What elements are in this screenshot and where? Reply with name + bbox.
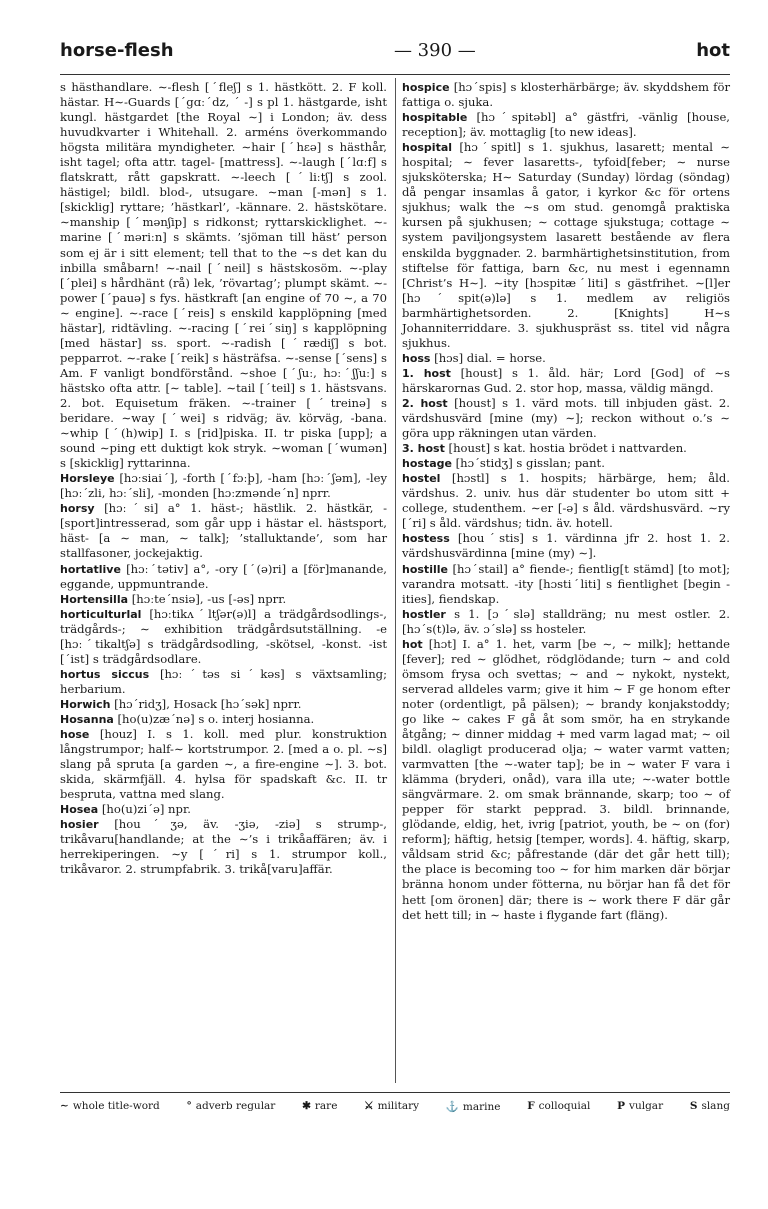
right-column bbox=[402, 80, 730, 923]
dictionary-entry bbox=[402, 80, 730, 110]
dictionary-entry bbox=[60, 592, 387, 607]
dictionary-entry bbox=[402, 456, 730, 471]
legend-item bbox=[364, 1100, 419, 1113]
dictionary-entry bbox=[402, 366, 730, 396]
legend-label: colloquial bbox=[538, 1100, 591, 1112]
dictionary-entry bbox=[402, 637, 730, 923]
entry-headword: hostel bbox=[402, 472, 441, 486]
entry-headword: hosier bbox=[60, 818, 99, 832]
entry-text: [hɔːteˊnsiə], -us [-əs] nprr. bbox=[128, 591, 287, 606]
legend-label: marine bbox=[462, 1101, 501, 1113]
entry-text: [ho(u)ziˊə] npr. bbox=[98, 802, 191, 817]
dictionary-entry bbox=[60, 501, 387, 561]
entry-text: [hɔˊstail] a° fiende-; fientlig[t stämd] [to mot]; varandra motsatt. -ity [hɔstiˊliti] s fientlighet [begin -ities], fiendskap. bbox=[402, 561, 730, 606]
entry-text: [houst] s 1. åld. här; Lord [God] of ∼s härskarornas Gud. 2. stor hop, massa, väldig mängd. bbox=[402, 365, 731, 395]
legend-symbol: ✱ bbox=[302, 1100, 311, 1112]
legend-item bbox=[446, 1100, 501, 1113]
legend-symbol: ∼ bbox=[60, 1100, 69, 1112]
entry-text: [hɔːˊtəs siˊkəs] s växtsamling; herbarium. bbox=[60, 666, 387, 696]
legend-symbol: S bbox=[689, 1100, 698, 1112]
entry-headword: horticulturlal bbox=[60, 607, 142, 621]
entry-headword: 3. host bbox=[402, 442, 445, 456]
legend-item bbox=[617, 1100, 663, 1113]
legend-footer bbox=[60, 1100, 730, 1113]
dictionary-entry bbox=[402, 562, 730, 607]
legend-symbol: P bbox=[617, 1100, 626, 1112]
header-left-word: horse-flesh bbox=[60, 40, 174, 61]
entry-headword: hostille bbox=[402, 562, 448, 576]
dictionary-entry bbox=[402, 140, 730, 351]
entry-text: [hɔˊspitəbl] a° gästfri, -vänlig [house, reception]; äv. mottaglig [to new ideas]. bbox=[402, 110, 730, 140]
dictionary-entry bbox=[402, 471, 730, 531]
entry-text: [houst] s 1. värd mots. till inbjuden gäst. 2. värdshusvärd [mine (my) ∼]; reckon without o.’s ∼ göra upp räkningen utan värden. bbox=[402, 395, 730, 441]
legend-symbol: ° bbox=[186, 1100, 192, 1112]
dictionary-entry bbox=[402, 396, 730, 441]
footer-rule bbox=[60, 1092, 730, 1093]
entry-text: s 1. [ɔˊslə] stalldräng; nu mest ostler. 2. [hɔˊs(t)lə, äv. ɔˊslə] ss hosteler. bbox=[402, 606, 730, 636]
entry-headword: Hosanna bbox=[60, 712, 114, 726]
dictionary-entry bbox=[60, 607, 387, 667]
entry-text: [hɔːtikʌˊltʃər(ə)l] a trädgårdsodlings-, trädgårds-; ∼ exhibition trädgårdsutställning. -e [hɔːˊtikaltʃə] s trädgårdsodling, -skötsel, -konst. -ist [ˊist] s trädgårdsodlare. bbox=[60, 606, 387, 666]
entry-headword: Horsleye bbox=[60, 472, 115, 486]
entry-headword: 1. host bbox=[402, 366, 451, 380]
dictionary-entry bbox=[402, 351, 730, 366]
entry-headword: hostess bbox=[402, 532, 450, 546]
entry-text: [hɔːˊtətiv] a°, -ory [ˊ(ə)ri] a [för]manande, eggande, uppmuntrande. bbox=[60, 561, 387, 591]
entry-text: [hɔt] I. a° 1. het, varm [be ∼, ∼ milk]; hettande [fever]; red ∼ glödhet, rödglödande; turn ∼ and cold ömsom frysa och svettas; ∼ and ∼ nykokt, nystekt, serverad alldeles varm; give it him ∼ F ge honom efter noter (ordentligt, på pälsen); ∼ brandy konjakstoddy; go like ∼ cakes F gå åt som smör, ha en strykande åtgång; ∼ dinner middag + med varm lagad mat; ∼ oil bildl. olagligt producerad olja; ∼ water varmt vatten; varmvatten [the ∼-water tap]; be in ∼ water F vara i klämma (bryderi, onåd), vara illa ute; ∼-water bottle sängvärmare. 2. om smak brännande, skarp; too ∼ of pepper för starkt pepprad. 3. bildl. brinnande, glödande, eldig, het, ivrig [patriot, youth, be ∼ on (for) reform]; häftig, hetsig [temper, words]. 4. häftig, skarp, våldsam strid &c; påfrestande (där det går hett till); the place is becoming too ∼ for him marken där börjar bränna honom under fötterna, nu börjar han få det för hett [om öronen] där; there is ∼ work there F där går det hett till; in ∼ haste i flygande fart (fläng). bbox=[402, 636, 730, 922]
dictionary-entry bbox=[60, 471, 387, 501]
entry-text: [hɔˊspis] s klosterhärbärge; äv. skyddshem för fattiga o. sjuka. bbox=[402, 80, 730, 110]
entry-text: [houz] I. s 1. koll. med plur. konstruktion långstrumpor; half-∼ kortstrumpor. 2. [med a o. pl. ∼s] slang på spruta [a garden ∼, a fire-engine ∼]. 3. bot. skida, skärmfjäll. 4. hylsa för spadskaft &c. II. tr bespruta, vattna med slang. bbox=[60, 727, 387, 802]
entry-text: [houˊstis] s 1. värdinna jfr 2. host 1. 2. värdshusvärdinna [mine (my) ∼]. bbox=[402, 531, 730, 561]
dictionary-entry bbox=[60, 562, 387, 592]
entry-text: [hɔs] dial. = horse. bbox=[430, 350, 546, 365]
entry-headword: horsy bbox=[60, 502, 95, 516]
entry-headword: hot bbox=[402, 637, 423, 651]
column-divider bbox=[395, 78, 396, 1083]
entry-text: [hɔstl] s 1. hospits; härbärge, hem; åld. värdshus. 2. univ. hus där studenter bo utom sitt + college, studenthem. ∼er [-ə] s åld. värdshusvärd. ∼ry [ˊri] s åld. värdshus; tidn. äv. hotell. bbox=[402, 471, 730, 531]
dictionary-entry bbox=[402, 607, 730, 637]
entry-headword: 2. host bbox=[402, 396, 448, 410]
entry-text: [hɔːˊsi] a° 1. häst-; hästlik. 2. hästkär, -[sport]intresserad, som går upp i hästar el. hästsport, häst- [a ∼ man, ∼ talk]; ’stalluktande’, som har stallfasoner, jockejaktig. bbox=[60, 501, 387, 561]
dictionary-entry bbox=[60, 802, 387, 817]
header-rule bbox=[60, 74, 730, 75]
dictionary-entry bbox=[60, 697, 387, 712]
entry-text: s hästhandlare. ∼-flesh [ˊfleʃ] s 1. hästkött. 2. F koll. hästar. H∼-Guards [ˊgɑːˊdz, ˊ -] s pl 1. hästgarde, isht kungl. hästgardet [the Royal ∼] i London; äv. dess huvudkvarter i Whitehall. 2. arméns överkommando högsta militära myndigheter. ∼hair [ˊhɛə] s hästhår, isht tagel; ofta attr. tagel- [mattress]. ∼-laugh [ˊlɑːf] s flatskratt, rått gapskratt. ∼-leech [ˊliːtʃ] s zool. hästigel; bildl. blod-, utsugare. ∼man [-mən] s 1. [skicklig] ryttare; ’hästkarl’, -kännare. 2. hästskötare. ∼manship [ˊmənʃip] s ridkonst; ryttarskicklighet. ∼-marine [ˊməriːn] s skämts. ’sjöman till häst’ person som ej är i sitt element; tell that to the ∼s det kan du inbilla småbarn! ∼-nail [ˊneil] s hästskosöm. ∼-play [ˊplei] s hårdhänt (rå) lek, ’rövartag’; plumpt skämt. ∼-power [ˊpauə] s fys. hästkraft [an engine of 70 ∼, a 70 ∼ engine]. ∼-race [ˊreis] s enskild kapplöpning [med hästar], ridtävling. ∼-racing [ˊreiˊsiŋ] s kapplöpning [med hästar] ss. sport. ∼-radish [ˊrædiʃ] s bot. pepparrot. ∼-rake [ˊreik] s hästräfsa. ∼-sense [ˊsens] s Am. F vanligt bondförstånd. ∼shoe [ˊʃuː, hɔːˊʃʃuː] s hästsko ofta attr. [∼ table]. ∼tail [ˊteil] s 1. hästsvans. 2. bot. Equisetum fräken. ∼-trainer [ˊtreinə] s beridare. ∼way [ˊwei] s ridväg; äv. körväg, -bana. ∼whip [ˊ(h)wip] I. s [rid]piska. II. tr piska [upp]; a sound ∼ping ett duktigt kok stryk. ∼woman [ˊwumən] s [skicklig] ryttarinna. bbox=[60, 80, 387, 471]
entry-text: [houˊʒə, äv. -ʒiə, -ziə] s strump-, trikåvaru[handlande; at the ∼’s i trikåaffären; äv. i herrekiperingen. ∼y [ˊri] s 1. strumpor koll., trikåvaror. 2. strumpfabrik. 3. trikå[varu]affär. bbox=[60, 817, 387, 877]
legend-label: rare bbox=[314, 1100, 338, 1112]
legend-item bbox=[187, 1100, 276, 1113]
legend-symbol: F bbox=[527, 1100, 535, 1112]
entry-headword: hortatlive bbox=[60, 562, 121, 576]
dictionary-entry bbox=[402, 531, 730, 561]
entry-text: [hɔˊridʒ], Hosack [hɔˊsək] nprr. bbox=[110, 696, 302, 711]
entry-text: [houst] s kat. hostia brödet i nattvarden. bbox=[444, 441, 687, 456]
entry-text: [hɔːsiaiˊ], -forth [ˊfɔːþ], -ham [hɔːˊʃəm], -ley [hɔːˊzli, hɔːˊsli], -monden [hɔːzməndeˊn] nprr. bbox=[60, 471, 387, 501]
entry-headword: hostage bbox=[402, 457, 452, 471]
entry-headword: hose bbox=[60, 728, 90, 742]
entry-headword: hospital bbox=[402, 141, 453, 155]
entry-headword: hoss bbox=[402, 351, 431, 365]
dictionary-entry bbox=[60, 727, 387, 802]
dictionary-entry bbox=[402, 110, 730, 140]
entry-headword: hortus siccus bbox=[60, 667, 150, 681]
page-number: — 390 — bbox=[393, 40, 476, 61]
entry-headword: hospitable bbox=[402, 111, 468, 125]
legend-label: slang bbox=[701, 1100, 730, 1112]
legend-item bbox=[60, 1100, 160, 1113]
dictionary-entry bbox=[60, 712, 387, 727]
entry-text: [hɔˊstidʒ] s gisslan; pant. bbox=[451, 456, 605, 471]
legend-symbol: ⚓ bbox=[445, 1101, 459, 1113]
dictionary-entry bbox=[60, 667, 387, 697]
dictionary-entry bbox=[60, 817, 387, 877]
left-column bbox=[60, 80, 387, 877]
legend-item bbox=[690, 1100, 730, 1113]
entry-headword: Horwich bbox=[60, 697, 111, 711]
entry-text: [hɔˊspitl] s 1. sjukhus, lasarett; mental ∼ hospital; ∼ fever lasaretts-, tyfoid[feber; ∼ nurse sjuksköterska; H∼ Saturday (Sunday) lördag (söndag) då pengar insamlas å gator, i kyrkor &c för ortens sjukhus; walk the ∼s om stud. genomgå praktiska kursen på sjukhusen; ∼ cottage sjukstuga; cottage ∼ system paviljongsystem lasarett bestående av flera enskilda byggnader. 2. barmhärtighetsinstitution, from stiftelse för fattiga, barn &c, nu mest i egennamn [Christ’s H∼]. ∼ity [hɔspitæˊliti] s gästfrihet. ∼[l]er [hɔˊspit(ə)lə] s 1. medlem av religiös barmhärtighetsorden. 2. [Knights] H∼s Johanniterriddare. 3. sjukhuspräst ss. titel vid några sjukhus. bbox=[402, 140, 730, 350]
legend-label: vulgar bbox=[629, 1100, 664, 1112]
entry-headword: hospice bbox=[402, 81, 450, 94]
legend-label: military bbox=[377, 1100, 420, 1112]
legend-label: adverb regular bbox=[195, 1100, 276, 1112]
page-header bbox=[60, 40, 730, 68]
header-right-word: hot bbox=[696, 40, 730, 61]
dictionary-entry bbox=[60, 80, 387, 471]
legend-item bbox=[302, 1100, 337, 1113]
legend-item bbox=[527, 1100, 590, 1113]
legend-symbol: ⚔ bbox=[364, 1100, 374, 1112]
entry-text: [ho(u)zæˊnə] s o. interj hosianna. bbox=[113, 711, 315, 726]
entry-headword: Hosea bbox=[60, 803, 99, 817]
entry-headword: hostler bbox=[402, 607, 446, 621]
legend-label: whole title-word bbox=[72, 1100, 160, 1112]
entry-headword: Hortensilla bbox=[60, 592, 129, 606]
dictionary-entry bbox=[402, 441, 730, 456]
